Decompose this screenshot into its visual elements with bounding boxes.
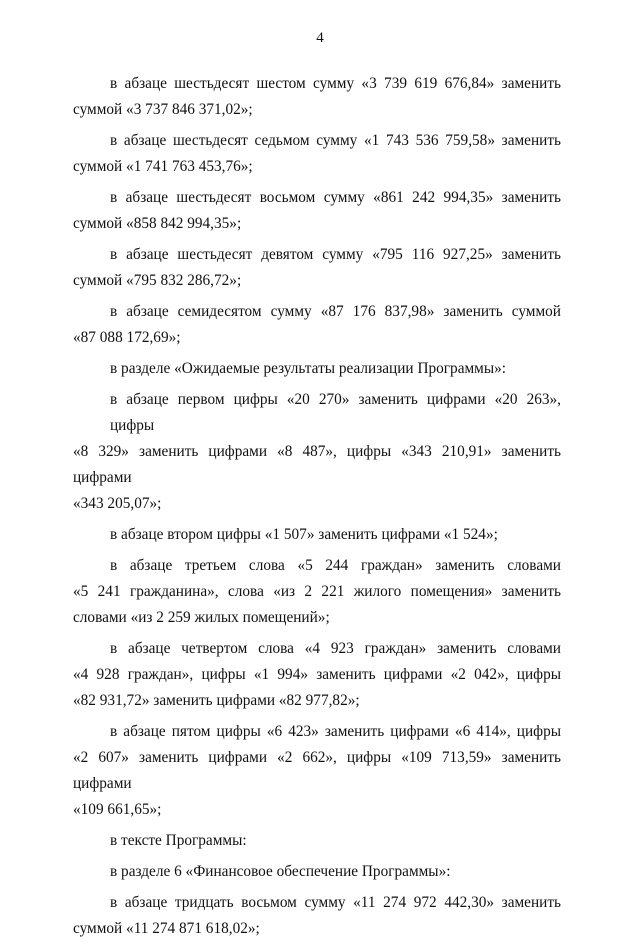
paragraph-line: «8 329» заменить цифрами «8 487», цифры «343 210,91» заменить цифрами <box>73 443 561 486</box>
paragraph <box>73 242 561 294</box>
document-body <box>73 71 561 947</box>
paragraph-line: суммой «1 741 763 453,76»; <box>73 158 253 175</box>
paragraph <box>73 356 561 382</box>
paragraph-line: «87 088 172,69»; <box>73 329 181 346</box>
paragraph-line: «343 205,07»; <box>73 495 162 512</box>
paragraph <box>73 890 561 942</box>
paragraph-line: в разделе 6 «Финансовое обеспечение Программы»: <box>110 863 451 880</box>
paragraph-line: в абзаце втором цифры «1 507» заменить цифрами «1 524»; <box>110 526 498 543</box>
paragraph-line: в абзаце шестьдесят седьмом сумму «1 743 536 759,58» заменить <box>110 132 561 149</box>
paragraph-line: «109 661,65»; <box>73 801 162 818</box>
paragraph <box>73 387 561 517</box>
paragraph-line: «2 607» заменить цифрами «2 662», цифры «109 713,59» заменить цифрами <box>73 749 561 792</box>
paragraph-line: в абзаце тридцать восьмом сумму «11 274 972 442,30» заменить <box>110 894 561 911</box>
paragraph-line: суммой «3 737 846 371,02»; <box>73 101 253 118</box>
paragraph <box>73 553 561 631</box>
paragraph <box>73 636 561 714</box>
paragraph <box>73 719 561 823</box>
paragraph-line: суммой «795 832 286,72»; <box>73 272 242 289</box>
paragraph-line: в абзаце семидесятом сумму «87 176 837,98» заменить суммой <box>110 303 561 320</box>
page-number: 4 <box>316 30 324 46</box>
paragraph-line: в разделе «Ожидаемые результаты реализации Программы»: <box>110 360 507 377</box>
paragraph-line: «82 931,72» заменить цифрами «82 977,82»; <box>73 692 360 709</box>
paragraph <box>73 828 561 854</box>
paragraph-line: в абзаце пятом цифры «6 423» заменить цифрами «6 414», цифры <box>110 723 561 740</box>
paragraph-line: в абзаце шестьдесят шестом сумму «3 739 619 676,84» заменить <box>110 75 561 92</box>
paragraph-line: в абзаце третьем слова «5 244 граждан» заменить словами <box>110 557 561 574</box>
paragraph-line: «4 928 граждан», цифры «1 994» заменить цифрами «2 042», цифры <box>73 666 561 683</box>
paragraph <box>73 185 561 237</box>
paragraph <box>73 522 561 548</box>
paragraph <box>73 859 561 885</box>
paragraph-line: суммой «11 274 871 618,02»; <box>73 920 260 937</box>
paragraph-line: в абзаце четвертом слова «4 923 граждан» заменить словами <box>110 640 561 657</box>
paragraph-line: в абзаце первом цифры «20 270» заменить цифрами «20 263», цифры <box>110 391 561 434</box>
paragraph-line: в абзаце шестьдесят девятом сумму «795 116 927,25» заменить <box>110 246 561 263</box>
paragraph-line: в тексте Программы: <box>110 832 247 849</box>
paragraph <box>73 128 561 180</box>
paragraph-line: словами «из 2 259 жилых помещений»; <box>73 609 330 626</box>
paragraph <box>73 299 561 351</box>
paragraph-line: «5 241 гражданина», слова «из 2 221 жилого помещения» заменить <box>73 583 561 600</box>
paragraph <box>73 71 561 123</box>
paragraph-line: суммой «858 842 994,35»; <box>73 215 242 232</box>
paragraph-line: в абзаце шестьдесят восьмом сумму «861 242 994,35» заменить <box>110 189 561 206</box>
